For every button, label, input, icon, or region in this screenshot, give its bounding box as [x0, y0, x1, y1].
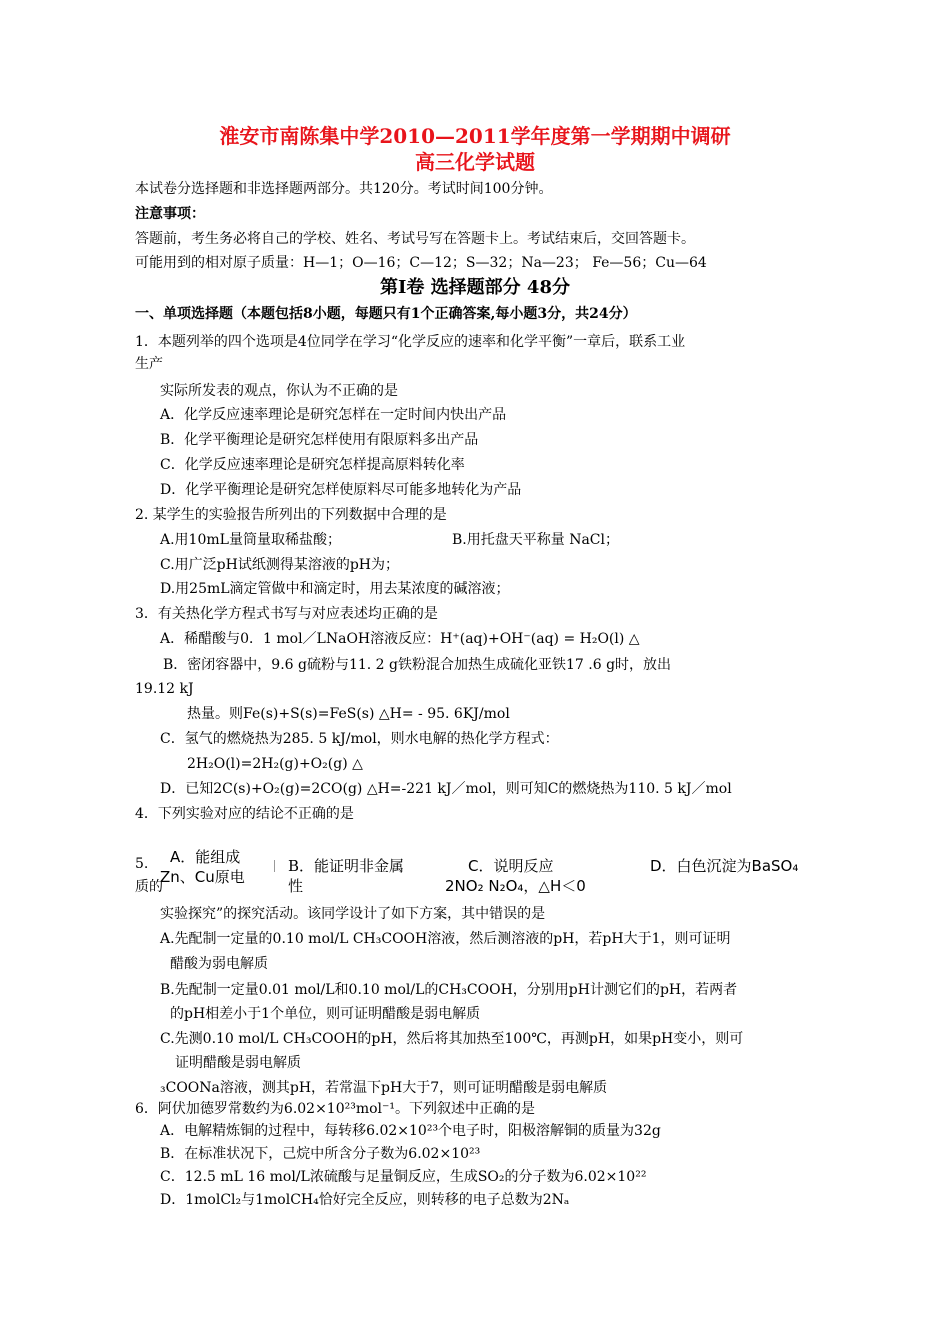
option: A.用10mL量筒量取稀盐酸；: [160, 532, 341, 548]
question-stem: 生产: [135, 356, 163, 372]
intro-line: 本试卷分选择题和非选择题两部分。共120分。考试时间100分钟。: [135, 181, 553, 197]
table-divider: [274, 860, 275, 872]
option: 2H₂O(l)=2H₂(g)+O₂(g) △: [187, 756, 363, 772]
question-stem: 3．有关热化学方程式书写与对应表述均正确的是: [135, 606, 438, 622]
question-stem: 实验探究”的探究活动。该同学设计了如下方案，其中错误的是: [160, 906, 546, 922]
question-number: 5.: [135, 856, 149, 872]
question-fragment: 质的: [135, 879, 163, 895]
option: C.先测0.10 mol/L CH₃COOH的pH，然后将其加热至100℃，再测pH，如果pH变小，则可: [160, 1031, 744, 1047]
option: B．密闭容器中，9.6 g硫粉与11. 2 g铁粉混合加热生成硫化亚铁17 .6 g时，放出: [163, 657, 672, 673]
question-stem: 6．阿伏加德罗常数约为6.02×10²³mol⁻¹。下列叙述中正确的是: [135, 1101, 536, 1117]
option: C.用广泛pH试纸测得某溶液的pH为；: [160, 557, 400, 573]
option: D．化学平衡理论是研究怎样使原料尽可能多地转化为产品: [160, 482, 522, 498]
option: Zn、Cu原电: [160, 868, 245, 886]
notice-heading: 注意事项：: [135, 206, 205, 222]
option: D．已知2C(s)+O₂(g)=2CO(g) △H=-221 kJ／mol，则可知C的燃烧热为110. 5 kJ／mol: [160, 781, 732, 797]
exam-subtitle: 高三化学试题: [415, 150, 535, 174]
option: 证明醋酸是弱电解质: [175, 1055, 301, 1071]
option: A．稀醋酸与0．1 mol／LNaOH溶液反应：H⁺(aq)+OH⁻(aq) = H₂O(l) △: [160, 631, 640, 647]
part-heading: 第Ⅰ卷 选择题部分 48分: [379, 277, 570, 298]
option: C．说明反应: [468, 857, 554, 875]
option: A．能组成: [170, 848, 241, 866]
option: B．能证明非金属: [288, 857, 405, 875]
question-stem: 2. 某学生的实验报告所列出的下列数据中合理的是: [135, 507, 447, 523]
option: D.用25mL滴定管做中和滴定时，用去某浓度的碱溶液；: [160, 581, 510, 597]
question-stem: 4．下列实验对应的结论不正确的是: [135, 806, 354, 822]
intro-line: 答题前，考生务必将自己的学校、姓名、考试号写在答题卡上。考试结束后，交回答题卡。: [135, 231, 695, 247]
option: B．化学平衡理论是研究怎样使用有限原料多出产品: [160, 432, 479, 448]
option: A.先配制一定量的0.10 mol/L CH₃COOH溶液，然后测溶液的pH，若pH大于1，则可证明: [160, 931, 731, 947]
option: C．12.5 mL 16 mol/L浓硫酸与足量铜反应，生成SO₂的分子数为6.02×10²²: [160, 1169, 647, 1185]
option: D．1molCl₂与1molCH₄恰好完全反应，则转移的电子总数为2Nₐ: [160, 1192, 570, 1208]
option: A．电解精炼铜的过程中，每转移6.02×10²³个电子时，阳极溶解铜的质量为32g: [160, 1123, 661, 1139]
option: 2NO₂ N₂O₄，△H＜0: [445, 877, 586, 895]
option: B．在标准状况下，己烷中所含分子数为6.02×10²³: [160, 1146, 481, 1162]
option: C．氢气的燃烧热为285. 5 kJ/mol，则水电解的热化学方程式：: [160, 731, 559, 747]
option: A．化学反应速率理论是研究怎样在一定时间内快出产品: [160, 407, 507, 423]
section-heading: 一、单项选择题（本题包括8小题，每题只有1个正确答案,每小题3分，共24分）: [135, 306, 637, 322]
option: 热量。则Fe(s)+S(s)=FeS(s) △H= - 95. 6KJ/mol: [187, 706, 510, 722]
intro-line: 可能用到的相对原子质量：H—1；O—16；C—12；S—32；Na—23； Fe—56；Cu—64: [135, 255, 707, 271]
option: 性: [288, 877, 304, 895]
option: 19.12 kJ: [135, 681, 194, 697]
exam-title: 淮安市南陈集中学2010—2011学年度第一学期期中调研: [219, 124, 731, 148]
option: D．白色沉淀为BaSO₄: [650, 857, 799, 875]
question-stem: 1．本题列举的四个选项是4位同学在学习“化学反应的速率和化学平衡”一章后，联系工业: [135, 334, 686, 350]
option: B.先配制一定量0.01 mol/L和0.10 mol/L的CH₃COOH，分别用pH计测它们的pH，若两者: [160, 982, 738, 998]
question-stem: 实际所发表的观点，你认为不正确的是: [160, 383, 398, 399]
option: C．化学反应速率理论是研究怎样提高原料转化率: [160, 457, 465, 473]
option: B.用托盘天平称量 NaCl；: [452, 532, 619, 548]
option: ₃COONa溶液，测其pH，若常温下pH大于7，则可证明醋酸是弱电解质: [160, 1080, 608, 1096]
option: 的pH相差小于1个单位，则可证明醋酸是弱电解质: [170, 1006, 481, 1022]
option: 醋酸为弱电解质: [170, 956, 268, 972]
